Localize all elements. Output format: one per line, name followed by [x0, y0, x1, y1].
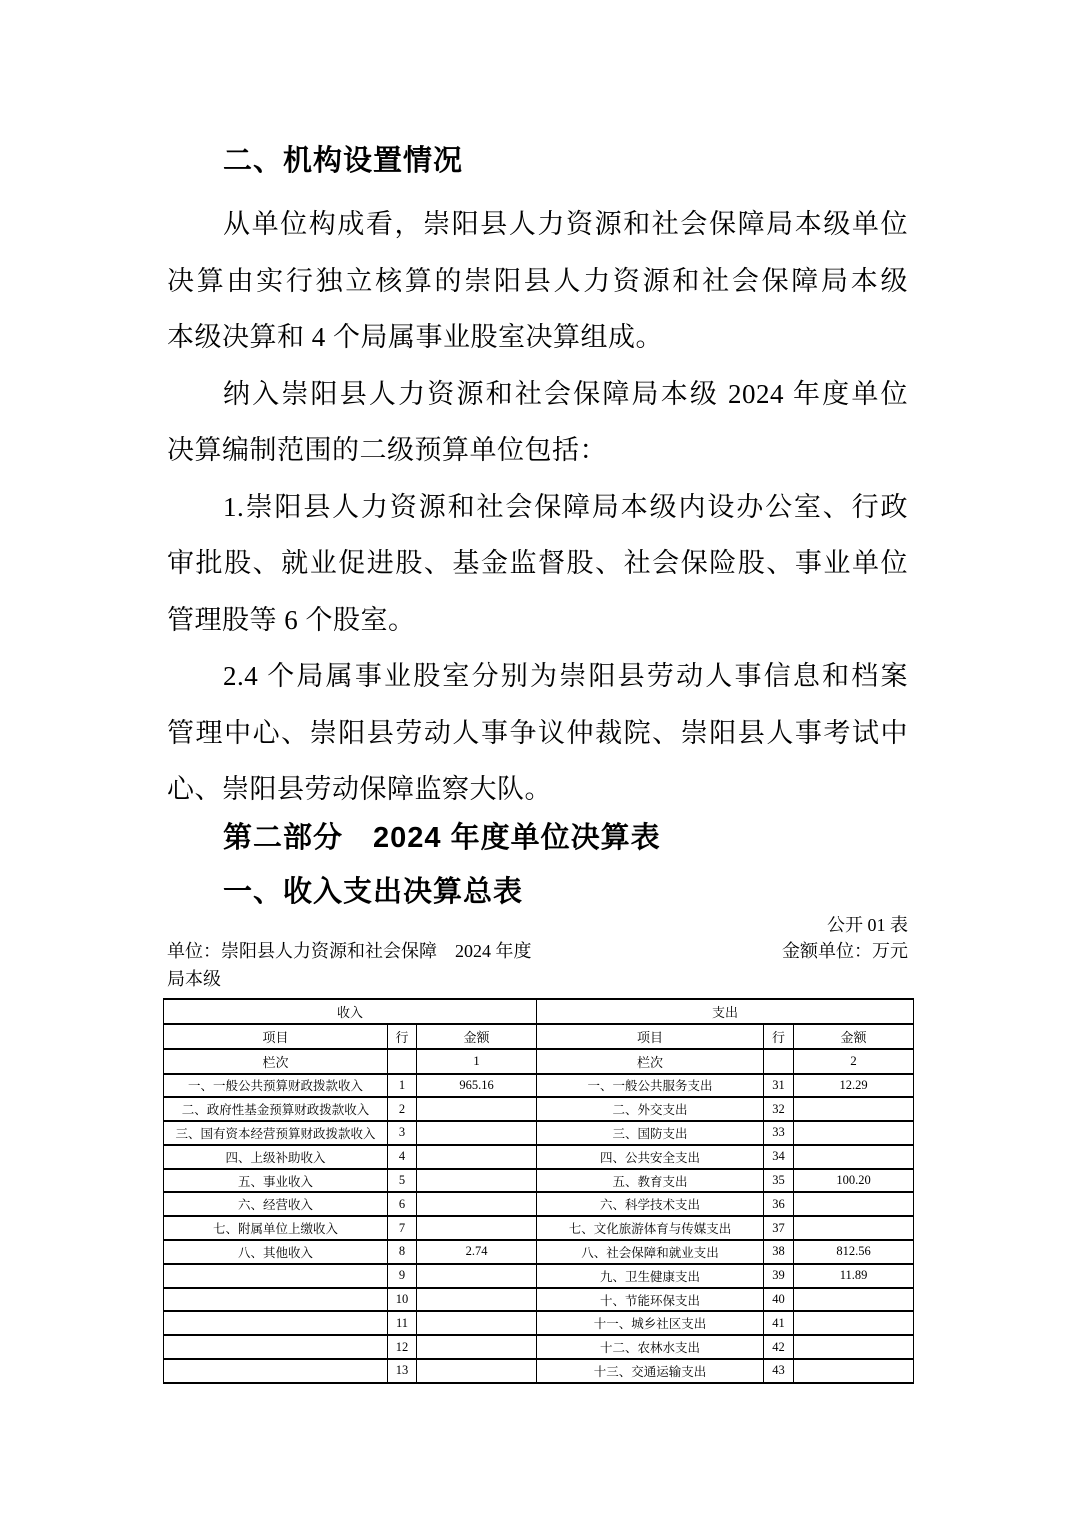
expense-amount-cell: 100.20: [794, 1169, 914, 1193]
expense-row-no-cell: 40: [764, 1288, 794, 1312]
income-amount-cell: [417, 1216, 537, 1240]
expense-row-no-cell: 42: [764, 1335, 794, 1359]
paragraph-line: 本级决算和 4 个局属事业股室决算组成。: [167, 322, 663, 352]
table-row: [164, 1097, 914, 1121]
expense-row-no-cell: 32: [764, 1097, 794, 1121]
table-row: [164, 1145, 914, 1169]
income-amount-cell: [417, 1169, 537, 1193]
income-amount-cell: 2.74: [417, 1240, 537, 1264]
section-header-row: [164, 999, 914, 1024]
table-row: [164, 1169, 914, 1193]
paragraph-line: 1.崇阳县人力资源和社会保障局本级内设办公室、行政: [223, 491, 908, 522]
document-content: [167, 142, 908, 1384]
section-heading-org-setup: 二、机构设置情况: [223, 145, 464, 177]
sheet-number-label: 公开 01 表: [827, 914, 908, 935]
expense-item-col-header: 项目: [537, 1024, 764, 1049]
table-title-heading: 一、收入支出决算总表: [223, 875, 524, 908]
expense-row-col-header: 行: [764, 1024, 794, 1049]
table-row: [164, 1288, 914, 1312]
income-row-no-cell: 3: [388, 1121, 417, 1145]
income-amount-cell: 965.16: [417, 1074, 537, 1098]
income-item-cell: [164, 1335, 388, 1359]
table-meta-line: [167, 938, 908, 965]
expense-item-cell: 三、国防支出: [537, 1121, 764, 1145]
table-row: [164, 1311, 914, 1335]
expense-item-cell: 二、外交支出: [537, 1097, 764, 1121]
expense-row-no-cell: 35: [764, 1169, 794, 1193]
paragraph-line: 从单位构成看，崇阳县人力资源和社会保障局本级单位: [223, 209, 908, 239]
paragraph-line: 审批股、就业促进股、基金监督股、社会保险股、事业单位: [167, 548, 908, 578]
expense-section-header: 支出: [537, 999, 914, 1024]
income-lanci-label: 栏次: [164, 1049, 388, 1074]
income-row-no-cell: 4: [388, 1145, 417, 1169]
income-item-cell: [164, 1359, 388, 1383]
year-label: 2024 年度: [455, 940, 532, 961]
income-item-cell: 七、附属单位上缴收入: [164, 1216, 388, 1240]
expense-amount-cell: [794, 1359, 914, 1383]
paragraph-line: 决算由实行独立核算的崇阳县人力资源和社会保障局本级: [167, 265, 908, 296]
column-header-row: [164, 1024, 914, 1049]
expense-row-no-cell: 33: [764, 1121, 794, 1145]
income-item-col-header: 项目: [164, 1024, 388, 1049]
expense-amount-cell: 812.56: [794, 1240, 914, 1264]
income-item-cell: 四、上级补助收入: [164, 1145, 388, 1169]
part2-heading: 第二部分 2024 年度单位决算表: [223, 821, 661, 854]
expense-amount-cell: 12.29: [794, 1074, 914, 1098]
table-row: [164, 1359, 914, 1383]
expense-item-cell: 十、节能环保支出: [537, 1288, 764, 1312]
expense-item-cell: 八、社会保障和就业支出: [537, 1240, 764, 1264]
paragraph-line: 决算编制范围的二级预算单位包括：: [167, 435, 607, 465]
income-amount-cell: [417, 1359, 537, 1383]
income-row-no-cell: 7: [388, 1216, 417, 1240]
expense-row-no-cell: 41: [764, 1311, 794, 1335]
expense-amount-cell: [794, 1288, 914, 1312]
income-row-no-cell: 1: [388, 1074, 417, 1098]
expense-item-cell: 九、卫生健康支出: [537, 1264, 764, 1288]
income-row-col-header: 行: [388, 1024, 417, 1049]
income-item-cell: 六、经营收入: [164, 1192, 388, 1216]
expense-amount-col-header: 金额: [794, 1024, 914, 1049]
table-row: [164, 1240, 914, 1264]
income-item-cell: 五、事业收入: [164, 1169, 388, 1193]
table-row: [164, 1074, 914, 1098]
expense-amount-cell: 11.89: [794, 1264, 914, 1288]
expense-item-cell: 四、公共安全支出: [537, 1145, 764, 1169]
income-item-cell: 二、政府性基金预算财政拨款收入: [164, 1097, 388, 1121]
expense-amount-cell: [794, 1097, 914, 1121]
income-item-cell: 三、国有资本经营预算财政拨款收入: [164, 1121, 388, 1145]
income-item-cell: 一、一般公共预算财政拨款收入: [164, 1074, 388, 1098]
table-row: [164, 1335, 914, 1359]
income-row-no-cell: 5: [388, 1169, 417, 1193]
unit-label-line2: 局本级: [167, 968, 221, 989]
income-section-header: 收入: [164, 999, 537, 1024]
paragraph-line: 管理中心、崇阳县劳动人事争议仲裁院、崇阳县人事考试中: [167, 717, 908, 748]
income-row-no-cell: 6: [388, 1192, 417, 1216]
expense-row-no-cell: 37: [764, 1216, 794, 1240]
income-item-cell: [164, 1264, 388, 1288]
expense-item-cell: 一、一般公共服务支出: [537, 1074, 764, 1098]
income-row-no-cell: 8: [388, 1240, 417, 1264]
empty-cell: [764, 1049, 794, 1074]
income-row-no-cell: 10: [388, 1288, 417, 1312]
expense-item-cell: 七、文化旅游体育与传媒支出: [537, 1216, 764, 1240]
income-row-no-cell: 11: [388, 1311, 417, 1335]
expense-row-no-cell: 36: [764, 1192, 794, 1216]
paragraph-line: 2.4 个局属事业股室分别为崇阳县劳动人事信息和档案: [223, 661, 908, 691]
expense-item-cell: 十二、农林水支出: [537, 1335, 764, 1359]
column-index-row: [164, 1049, 914, 1074]
income-item-cell: [164, 1288, 388, 1312]
expense-row-no-cell: 34: [764, 1145, 794, 1169]
expense-amount-cell: [794, 1311, 914, 1335]
table-row: [164, 1216, 914, 1240]
expense-item-cell: 十一、城乡社区支出: [537, 1311, 764, 1335]
expense-row-no-cell: 43: [764, 1359, 794, 1383]
expense-row-no-cell: 38: [764, 1240, 794, 1264]
income-amount-cell: [417, 1311, 537, 1335]
table-row: [164, 1121, 914, 1145]
expense-item-cell: 五、教育支出: [537, 1169, 764, 1193]
expense-row-no-cell: 31: [764, 1074, 794, 1098]
income-row-no-cell: 2: [388, 1097, 417, 1121]
expense-amount-cell: [794, 1216, 914, 1240]
paragraph-line: 心、崇阳县劳动保障监察大队。: [167, 774, 552, 804]
income-amount-cell: [417, 1264, 537, 1288]
income-row-no-cell: 13: [388, 1359, 417, 1383]
paragraph-line: 纳入崇阳县人力资源和社会保障局本级 2024 年度单位: [223, 378, 908, 409]
paragraph-line: 管理股等 6 个股室。: [167, 604, 416, 635]
income-amount-cell: [417, 1145, 537, 1169]
empty-cell: [388, 1049, 417, 1074]
income-row-no-cell: 12: [388, 1335, 417, 1359]
summary-table-wrapper: [163, 998, 908, 1384]
table-row: [164, 1192, 914, 1216]
expense-lanci-label: 栏次: [537, 1049, 764, 1074]
expense-amount-cell: [794, 1145, 914, 1169]
income-item-cell: 八、其他收入: [164, 1240, 388, 1264]
expense-item-cell: 六、科学技术支出: [537, 1192, 764, 1216]
expense-amount-cell: [794, 1192, 914, 1216]
expense-row-no-cell: 39: [764, 1264, 794, 1288]
income-expense-summary-table: [163, 998, 914, 1384]
income-amount-cell: [417, 1097, 537, 1121]
income-amount-cell: [417, 1192, 537, 1216]
expense-amount-cell: [794, 1335, 914, 1359]
expense-item-cell: 十三、交通运输支出: [537, 1359, 764, 1383]
amount-unit-label: 金额单位：万元: [782, 940, 908, 961]
income-amount-cell: [417, 1121, 537, 1145]
income-amount-cell: [417, 1335, 537, 1359]
income-col-index: 1: [417, 1049, 537, 1074]
unit-label: 单位：崇阳县人力资源和社会保障: [167, 940, 437, 961]
income-row-no-cell: 9: [388, 1264, 417, 1288]
income-item-cell: [164, 1311, 388, 1335]
income-amount-col-header: 金额: [417, 1024, 537, 1049]
table-row: [164, 1264, 914, 1288]
expense-amount-cell: [794, 1121, 914, 1145]
income-amount-cell: [417, 1288, 537, 1312]
expense-col-index: 2: [794, 1049, 914, 1074]
